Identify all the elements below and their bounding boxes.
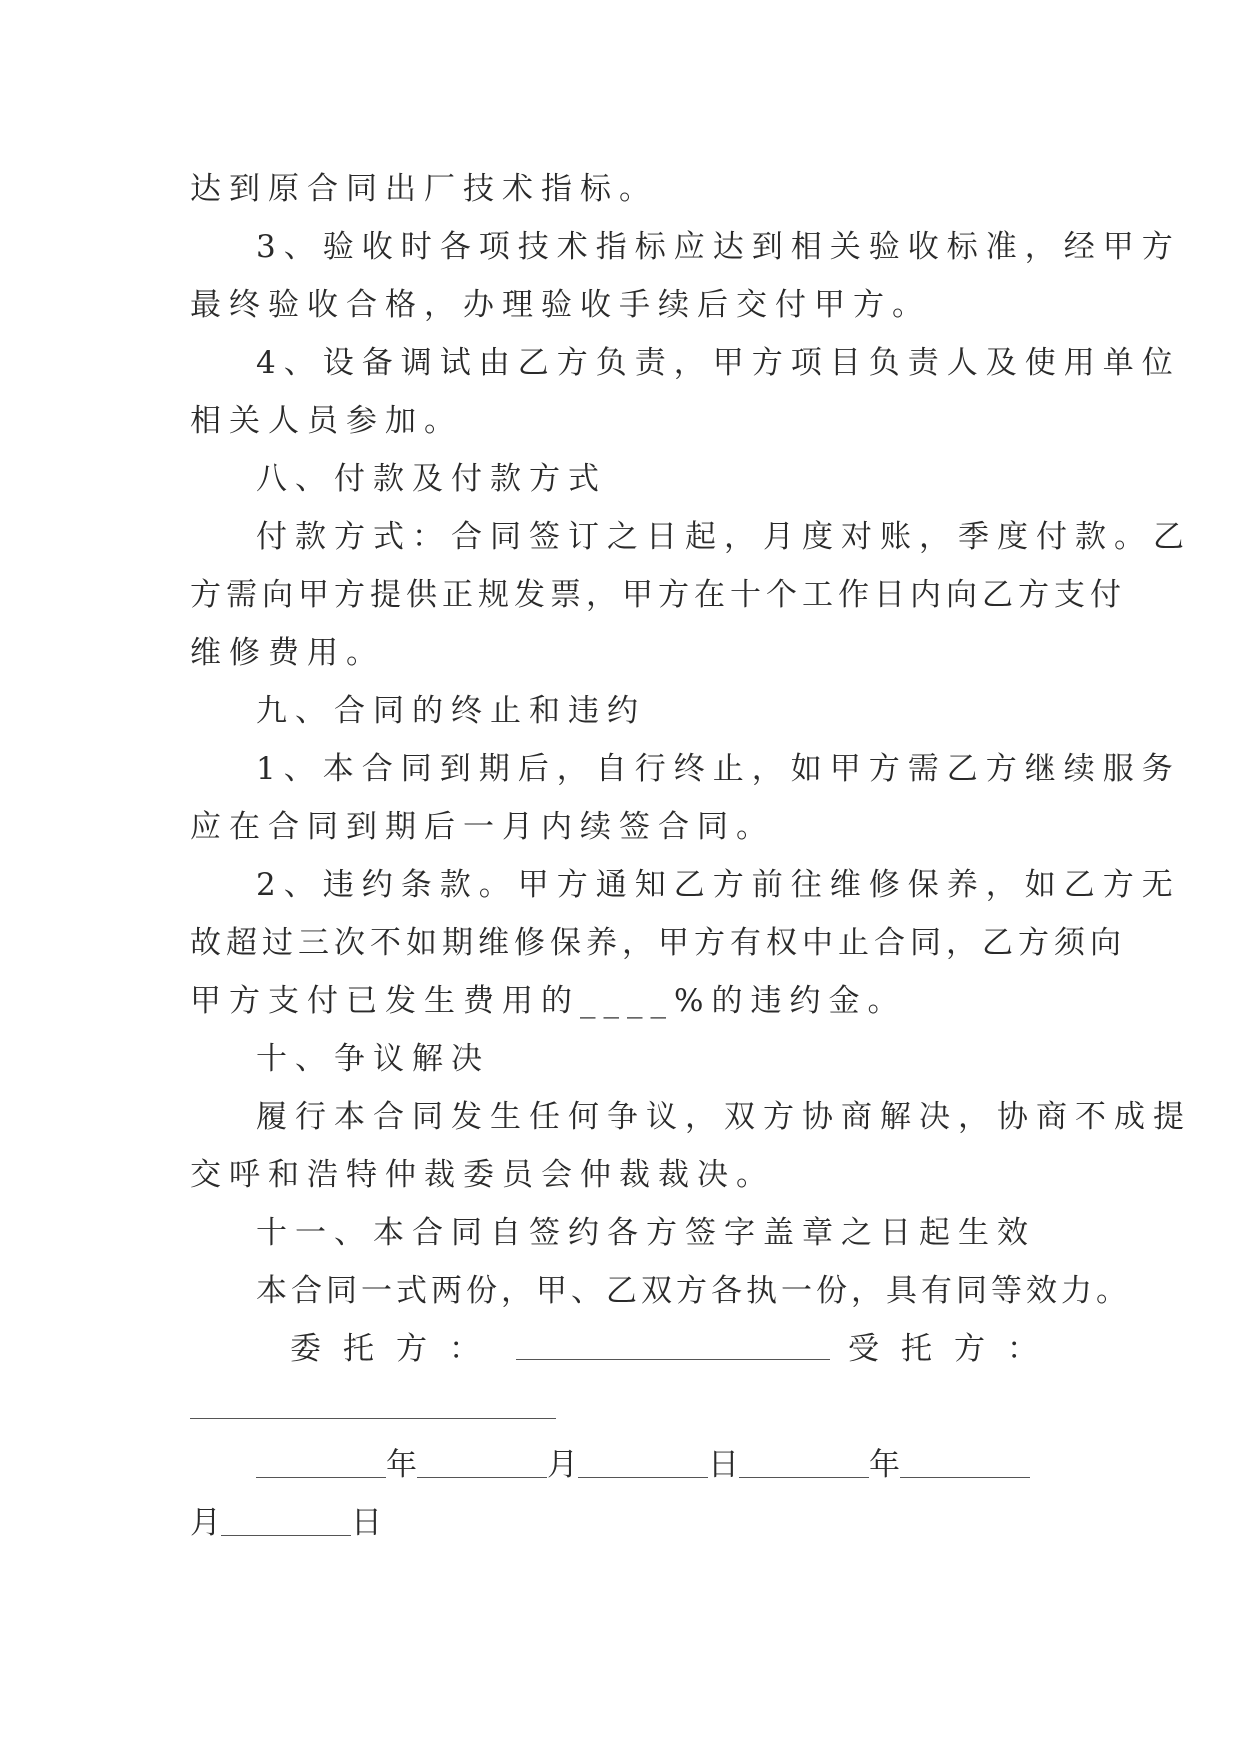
contractor-signature-blank xyxy=(190,1378,1060,1436)
paragraph-line: 最终验收合格，办理验收手续后交付甲方。 xyxy=(190,287,931,323)
paragraph-line: 3、验收时各项技术指标应达到相关验收标准，经甲方 xyxy=(256,229,1181,265)
date-row xyxy=(190,1436,1060,1494)
paragraph-line: 付款方式：合同签订之日起，月度对账，季度付款。乙 xyxy=(256,519,1192,555)
section-heading: 八、付款及付款方式 xyxy=(256,461,607,497)
section-heading: 十一、本合同自签约各方签字盖章之日起生效 xyxy=(256,1215,1036,1251)
document-body xyxy=(190,160,1192,1552)
paragraph-line: 交呼和浩特仲裁委员会仲裁裁决。 xyxy=(190,1157,775,1193)
day-label: 日 xyxy=(708,1447,739,1483)
paragraph-line: 履行本合同发生任何争议，双方协商解决，协商不成提 xyxy=(256,1099,1192,1135)
month-label: 月 xyxy=(190,1505,221,1541)
paragraph-line: 1、本合同到期后，自行终止，如甲方需乙方继续服务 xyxy=(256,751,1181,787)
client-month-blank xyxy=(417,1451,547,1478)
paragraph-line: 故超过三次不如期维修保养，甲方有权中止合同，乙方须向 xyxy=(190,925,1126,961)
signature-row xyxy=(190,1320,1060,1378)
contractor-year-blank xyxy=(739,1451,869,1478)
contractor-label: 受托方： xyxy=(848,1331,1060,1367)
day-label: 日 xyxy=(351,1505,382,1541)
year-label: 年 xyxy=(386,1447,417,1483)
paragraph-line: 应在合同到期后一月内续签合同。 xyxy=(190,809,775,845)
contractor-signature-line xyxy=(190,1392,556,1419)
client-label: 委托方： xyxy=(290,1331,502,1367)
paragraph-line: 2、违约条款。甲方通知乙方前往维修保养，如乙方无 xyxy=(256,867,1181,903)
paragraph-line: 本合同一式两份，甲、乙双方各执一份，具有同等效力。 xyxy=(256,1273,1131,1309)
month-label: 月 xyxy=(547,1447,578,1483)
contractor-day-blank xyxy=(221,1509,351,1536)
paragraph-line: 达到原合同出厂技术指标。 xyxy=(190,171,658,207)
paragraph-line: 4、设备调试由乙方负责，甲方项目负责人及使用单位 xyxy=(256,345,1181,381)
year-label: 年 xyxy=(869,1447,900,1483)
paragraph-line: 甲方支付已发生费用的____%的违约金。 xyxy=(190,983,907,1019)
client-signature-line xyxy=(516,1333,830,1360)
contractor-month-blank xyxy=(900,1451,1030,1478)
date-row-continued xyxy=(190,1494,1060,1552)
client-year-blank xyxy=(256,1451,386,1478)
section-heading: 十、争议解决 xyxy=(256,1041,490,1077)
client-day-blank xyxy=(578,1451,708,1478)
section-heading: 九、合同的终止和违约 xyxy=(256,693,646,729)
paragraph-line: 相关人员参加。 xyxy=(190,403,463,439)
paragraph-line: 方需向甲方提供正规发票，甲方在十个工作日内向乙方支付 xyxy=(190,577,1126,613)
paragraph-line: 维修费用。 xyxy=(190,635,385,671)
